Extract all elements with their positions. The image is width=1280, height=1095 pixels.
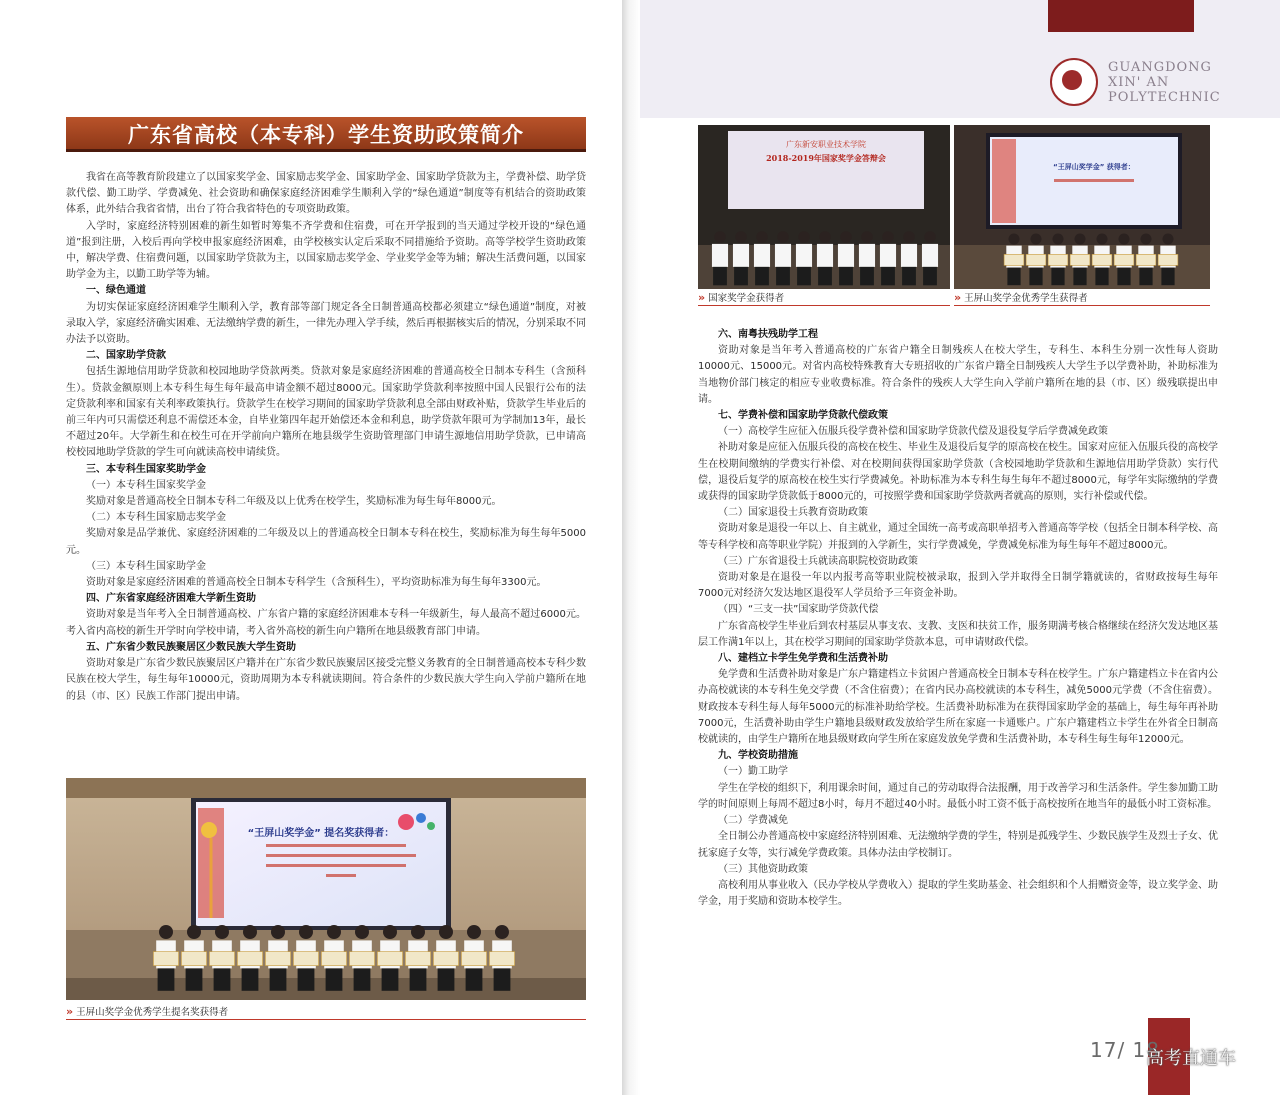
right-section-heading: 七、学费补偿和国家助学贷款代偿政策 xyxy=(718,410,888,422)
right-subheading: （四）“三支一扶”国家助学贷款代偿 xyxy=(718,604,879,616)
right-paragraph: 资助对象是当年考入普通高校的广东省户籍全日制残疾人在校大学生，专科生、本科生分别一次性每人资助10000元、15000元。对省内高校特殊教育大专班招收的广东省户籍全日制残疾人大学生予以学费补助，补助标准为当地物价部门核定的相应专业收费标准。符合条件的残疾人大学生向入学前户籍所在地的县（市、区）级残联提出申请。 xyxy=(698,345,1218,405)
right-paragraph: 补助对象是应征入伍服兵役的高校在校生、毕业生及退役后复学的原高校在校生。国家对应征入伍服兵役的高校学生在校期间缴纳的学费实行补偿、对在校期间获得国家助学贷款（含校园地助学贷款和生源地信用助学贷款）实行代偿，退役后复学的原高校在校生实行学费减免。补助标准为本专科生每生每年不超过8000元，每学年实际缴纳的学费或获得的国家助学贷款低于8000元的，可按照学费和国家助学贷款两者就高的原则，实行补偿或代偿。 xyxy=(698,442,1218,503)
left-paragraph: 资助对象是家庭经济困难的普通高校全日制本专科学生（含预科生），平均资助标准为每生每年3300元。 xyxy=(86,577,547,589)
school-name-en: GUANGDONG XIN' AN POLYTECHNIC xyxy=(1108,59,1221,105)
right-paragraph: 免学费和生活费补助对象是广东户籍建档立卡贫困户普通高校全日制本专科在校学生。广东户籍建档立卡在省内公办高校就读的本专科生免交学费（不含住宿费）；在省内民办高校就读的本专科生，减免5000元学费（不含住宿费）。财政按本专科生每人每年5000元的标准补助给学校。生活费补助标准为在获得国家助学金的基础上，每生每年再补助7000元，生活费补助由学生户籍地县级财政发放给学生所在家庭一卡通账户。广东户籍建档立卡学生在外省全日制高校就读的，由学生户籍所在地县级财政向学生所在家庭发放免学费和生活费补助，本专科生每生每年12000元。 xyxy=(698,669,1218,746)
left-subheading: （二）本专科生国家励志奖学金 xyxy=(86,512,226,524)
left-section-heading: 二、国家助学贷款 xyxy=(86,350,166,362)
left-paragraph: 资助对象是广东省少数民族聚居区户籍并在广东省少数民族聚居区接受完整义务教育的全日制普通高校本专科少数民族在校大学生，每生每年10000元，资助周期为本专科就读期间。符合条件的少数民族大学生向入学前户籍所在地的县（市、区）民族工作部门提出申请。 xyxy=(66,658,586,702)
left-page xyxy=(0,0,622,1095)
right-subheading: （三）广东省退役士兵就读高职院校资助政策 xyxy=(718,555,918,567)
right-subheading: （二）学费减免 xyxy=(718,815,788,827)
right-text-column xyxy=(698,327,1218,910)
right-paragraph: 高校利用从事业收入（民办学校从学费收入）提取的学生奖助基金、社会组织和个人捐赠资金等，设立奖学金、助学金，用于奖励和资助本校学生。 xyxy=(698,879,1218,908)
right-section-heading: 八、建档立卡学生免学费和生活费补助 xyxy=(718,653,888,665)
right-paragraph: 资助对象是退役一年以上、自主就业，通过全国统一高考或高职单招考入普通高等学校（包括全日制本科学校、高等专科学校和高等职业学院）并报到的入学新生，实行学费减免，学费减免标准为每生每年不超过8000元。 xyxy=(698,523,1218,551)
caption-rule xyxy=(66,1019,586,1020)
screen-title-national: 广东新安职业技术学院 xyxy=(786,140,866,149)
title-bar xyxy=(66,117,586,152)
left-section-heading: 一、绿色通道 xyxy=(86,285,146,297)
school-seal-icon xyxy=(1050,58,1098,106)
screen-title-left: “王屏山奖学金” 提名奖获得者： xyxy=(247,828,395,839)
left-paragraph: 奖励对象是普通高校全日制本专科二年级及以上优秀在校学生，奖励标准为每生每年8000元。 xyxy=(86,496,502,508)
chevron-right-icon: » xyxy=(698,290,706,304)
left-paragraph: 为切实保证家庭经济困难学生顺利入学，教育部等部门规定各全日制普通高校都必须建立“绿色通道”制度，对被录取入学，家庭经济确实困难、无法缴纳学费的新生，一律先办理入学手续，然后再根据核实后的情况，分别采取不同办法予以资助。 xyxy=(66,301,586,346)
screen-title-wps: “王屏山奖学金” 获得者： xyxy=(1053,163,1135,171)
wangpingshan-photo-illustration xyxy=(954,125,1210,289)
photo-ceremony-nomination xyxy=(66,778,586,1000)
header-red-tab xyxy=(1048,0,1194,32)
right-subheading: （一）勤工助学 xyxy=(718,766,788,778)
photo-national-scholarship xyxy=(698,125,950,289)
school-logo xyxy=(1050,58,1221,106)
screen-sub-national: 2018-2019年国家奖学金答辩会 xyxy=(766,153,886,163)
caption-nomination xyxy=(66,1003,228,1019)
left-paragraph: 我省在高等教育阶段建立了以国家奖学金、国家励志奖学金、国家助学金、国家助学贷款为主，学费补偿、助学贷款代偿、勤工助学、学费减免、社会资助和确保家庭经济困难学生顺利入学的“绿色通道”制度等有机结合的资助政策体系，此外结合我省省情，出台了符合我省特色的专项资助政策。 xyxy=(66,172,586,216)
caption-text: 王屏山奖学金优秀学生获得者 xyxy=(964,293,1088,304)
national-scholarship-photo-illustration xyxy=(698,125,950,289)
left-text-column xyxy=(66,170,586,705)
caption-text: 王屏山奖学金优秀学生提名奖获得者 xyxy=(76,1007,229,1018)
page-gutter xyxy=(622,0,640,1095)
left-subheading: （一）本专科生国家奖学金 xyxy=(86,479,206,491)
left-section-heading: 三、本专科生国家奖助学金 xyxy=(86,463,206,475)
right-paragraph: 学生在学校的组织下，利用课余时间，通过自己的劳动取得合法报酬，用于改善学习和生活条件。学生参加勤工助学的时间原则上每周不超过8小时，每月不超过40小时。最低小时工资不低于高校按所在地当年的最低小时工资标准。 xyxy=(698,782,1218,810)
right-subheading: （三）其他资助政策 xyxy=(718,863,808,875)
photo-wangpingshan-winners xyxy=(954,125,1210,289)
right-subheading: （二）国家退役士兵教育资助政策 xyxy=(718,507,868,519)
page-number: 17/ 18 xyxy=(1090,1038,1160,1062)
left-subheading: （三）本专科生国家助学金 xyxy=(86,560,206,572)
caption-rule xyxy=(698,305,950,306)
right-paragraph: 资助对象是在退役一年以内报考高等职业院校被录取，报到入学并取得全日制学籍就读的，省财政按每生每年7000元对经济欠发达地区退役军人学员给予三年资金补助。 xyxy=(698,572,1218,600)
caption-national xyxy=(698,289,784,305)
left-section-heading: 四、广东省家庭经济困难大学新生资助 xyxy=(86,593,256,605)
left-paragraph: 包括生源地信用助学贷款和校园地助学贷款两类。贷款对象是家庭经济困难的普通高校全日制本专科生（含预科生）。贷款金额原则上本专科生每生每年最高申请金额不超过8000元。国家助学贷款利率按照中国人民银行公布的法定贷款利率和国家有关利率政策执行。贷款学生在校学习期间的国家助学贷款利息全部由财政补贴，贷款学生毕业后的前三年内可只需偿还利息不需偿还本金，自毕业第四年起开始偿还本金和利息，助学贷款年限可为学制加13年，最长不超过20年。大学新生和在校生可在开学前向户籍所在地县级学生资助管理部门申请生源地信用助学贷款，已申请高校校园地助学贷款的学生可向就读高校申请续贷。 xyxy=(66,366,586,459)
right-paragraph: 广东省高校学生毕业后到农村基层从事支农、支教、支医和扶贫工作，服务期满考核合格继续在经济欠发达地区基层工作满1年以上，其在校学习期间的国家助学贷款本息，可申请财政代偿。 xyxy=(698,620,1218,648)
right-subheading: （一）高校学生应征入伍服兵役学费补偿和国家助学贷款代偿及退役复学后学费减免政策 xyxy=(718,426,1108,438)
ceremony-photo-illustration xyxy=(66,778,586,1000)
right-section-heading: 九、学校资助措施 xyxy=(718,750,798,762)
caption-text: 国家奖学金获得者 xyxy=(708,293,785,304)
left-paragraph: 入学时，家庭经济特别困难的新生如暂时筹集不齐学费和住宿费，可在开学报到的当天通过学校开设的“绿色通道”报到注册，入校后再向学校申报家庭经济困难，由学校核实认定后采取不同措施给予资助。高等学校学生资助政策中，解决学费、住宿费问题，以国家助学贷款为主，以国家励志奖学金、学业奖学金等为辅；解决生活费问题，以国家助学金为主，以勤工助学等为辅。 xyxy=(66,220,586,281)
watermark: 高考直通车 xyxy=(1146,1048,1236,1069)
right-paragraph: 全日制公办普通高校中家庭经济特别困难、无法缴纳学费的学生，特别是孤残学生、少数民族学生及烈士子女、优抚家庭子女等，实行减免学费政策。具体办法由学校制订。 xyxy=(698,831,1218,859)
page-title: 广东省高校（本专科）学生资助政策简介 xyxy=(128,123,524,147)
left-paragraph: 资助对象是当年考入全日制普通高校、广东省户籍的家庭经济困难本专科一年级新生，每人最高不超过6000元。考入省内高校的新生开学时向学校申请，考入省外高校的新生向户籍所在地县级教育部门申请。 xyxy=(66,609,586,637)
caption-wps xyxy=(954,289,1088,305)
left-section-heading: 五、广东省少数民族聚居区少数民族大学生资助 xyxy=(86,641,296,653)
caption-rule xyxy=(954,305,1210,306)
right-section-heading: 六、南粤扶残助学工程 xyxy=(718,329,818,340)
chevron-right-icon: » xyxy=(66,1004,74,1018)
left-paragraph: 奖励对象是品学兼优、家庭经济困难的二年级及以上的普通高校全日制本专科在校生，奖励标准为每生每年5000元。 xyxy=(66,528,586,556)
chevron-right-icon: » xyxy=(954,290,962,304)
